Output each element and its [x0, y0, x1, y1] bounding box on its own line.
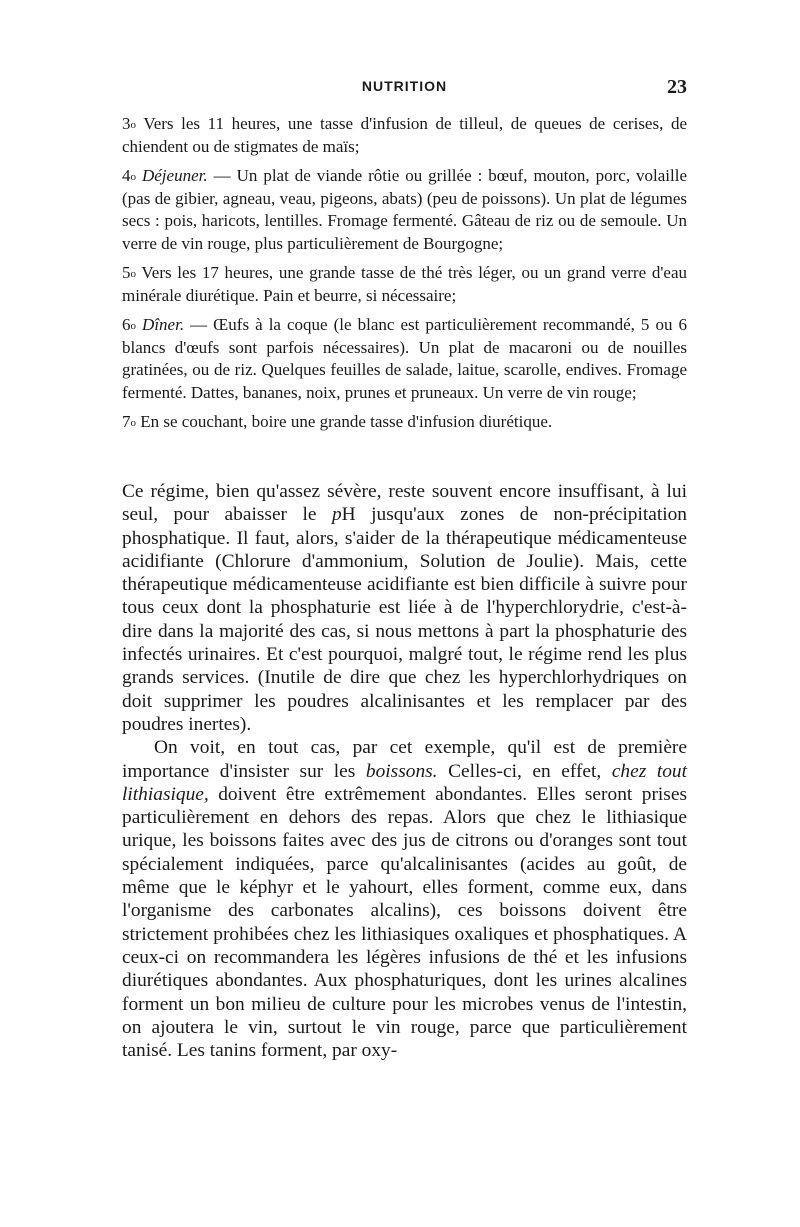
paragraph [122, 480, 687, 736]
ph-symbol: p [331, 504, 342, 526]
list-item-number: 5 [122, 263, 131, 282]
list-item [122, 314, 687, 404]
emphasis: boissons. [365, 760, 438, 782]
list-item [122, 165, 687, 255]
ph-symbol-rest: H [341, 504, 356, 526]
paragraph-text: jusqu'aux zones de non-précipitation phosphatique. Il faut, alors, s'aider de la thérapeutique médicamenteuse acidifiante (Chlorure d'ammonium, Solution de Joulie). Mais, cette thérapeutique médicamenteuse acidifiante est bien difficile à suivre pour tous ceux dont la phosphaturie est liée à de l'hyperchlorydrie, c'est-à-dire dans la majorité des cas, si nous mettons à part la phosphaturie des infectés urinaires. Et c'est pourquoi, malgré tout, le régime rend les plus grands services. (Inutile de dire que chez les hyperchlorhydriques on doit supprimer les poudres alcalinisantes et les remplacer par des poudres inertes). [122, 504, 688, 735]
list-item-text: — Un plat de viande rôtie ou grillée : bœuf, mouton, porc, volaille (pas de gibier, agneau, veau, pigeons, abats) (peu de poissons). Un plat de légumes secs : pois, haricots, lentilles. Fromage fermenté. Gâteau de riz ou de semoule. Un verre de vin rouge, plus particulièrement de Bourgogne; [122, 166, 688, 253]
list-item [122, 262, 687, 307]
paragraph [122, 736, 687, 1062]
paragraph-text: Ce régime, bien qu'assez sévère, reste souvent encore insuffisant, à lui seul, pour abaisser le [122, 481, 687, 526]
emphasis: chez tout lithiasique, [122, 760, 687, 805]
page-number: 23 [667, 76, 687, 98]
list-item [122, 113, 687, 158]
ordinal-suffix: o [130, 268, 136, 280]
list-item-text: Vers les 17 heures, une grande tasse de thé très léger, ou un grand verre d'eau minérale diurétique. Pain et beurre, si nécessaire; [122, 263, 687, 305]
list-item-text: — Œufs à la coque (le blanc est particulièrement recommandé, 5 ou 6 blancs d'œufs sont parfois nécessaires). Un plat de macaroni ou de nouilles gratinées, ou de riz. Quelques feuilles de salade, laitue, scarolle, endives. Fromage fermenté. Dattes, bananes, noix, prunes et pruneaux. Un verre de vin rouge; [122, 315, 687, 402]
meal-schedule-list [122, 113, 687, 441]
list-item-lead: Déjeuner. [141, 166, 208, 185]
running-title: NUTRITION [361, 78, 448, 94]
ordinal-suffix: o [130, 171, 136, 183]
list-item-text: Vers les 11 heures, une tasse d'infusion de tilleul, de queues de cerises, de chiendent ou de stigmates de maïs; [122, 114, 687, 156]
paragraph-text: Celles-ci, en effet, [437, 760, 612, 782]
list-item-number: 3 [122, 114, 131, 133]
paragraph-text: doivent être extrêmement abondantes. Elles seront prises particulièrement en dehors des repas. Alors que chez le lithiasique urique, les boissons faites avec des jus de citrons ou d'oranges sont tout spécialement indiquées, parce qu'alcalinisantes (acides au goût, de même que le képhyr et le yahourt, elles forment, comme eux, dans l'organisme des carbonates alcalins), ces boissons doivent être strictement prohibées chez les lithiasiques oxaliques et phosphatiques. A ceux-ci on recommandera les légères infusions de thé et les infusions diurétiques abondantes. Aux phosphaturiques, dont les urines alcalines forment un bon milieu de culture pour les microbes venus de l'intestin, on ajoutera le vin, surtout le vin rouge, parce que particulièrement tanisé. Les tanins forment, par oxy- [122, 783, 687, 1062]
list-item-lead: Dîner. [142, 315, 185, 334]
page-header [122, 78, 687, 100]
list-item-number: 4 [122, 166, 131, 185]
list-item-number: 7 [122, 412, 131, 431]
list-item-number: 6 [122, 315, 131, 334]
ordinal-suffix: o [130, 320, 136, 332]
list-item [122, 411, 687, 434]
paragraph-text: On voit, en tout cas, par cet exemple, qu'il est de première importance d'insister sur les [122, 737, 687, 782]
ordinal-suffix: o [130, 119, 136, 131]
list-item-text: En se couchant, boire une grande tasse d'infusion diurétique. [140, 412, 553, 431]
body-text [122, 480, 687, 1062]
ordinal-suffix: o [130, 417, 136, 429]
